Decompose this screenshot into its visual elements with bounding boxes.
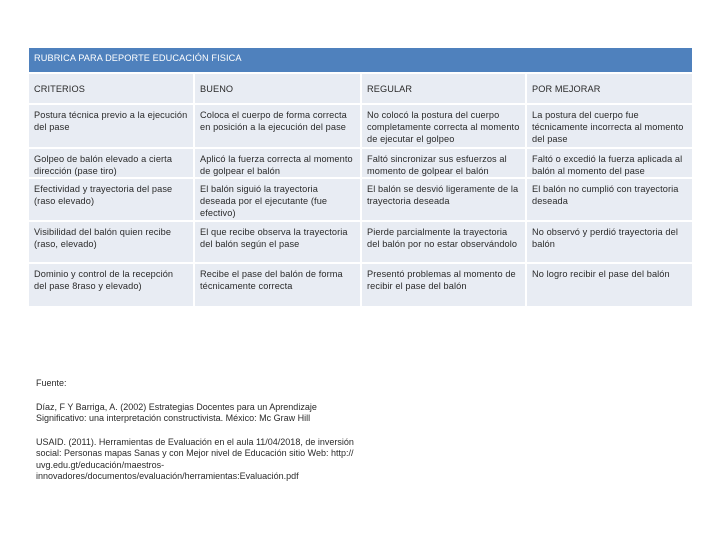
cell-bueno: Aplicó la fuerza correcta al momento de golpear el balón xyxy=(195,149,362,179)
cell-por-mejorar: No observó y perdió trayectoria del balón xyxy=(527,222,692,264)
cell-por-mejorar: El balón no cumplió con trayectoria deseada xyxy=(527,179,692,222)
cell-bueno: Recibe el pase del balón de forma técnicamente correcta xyxy=(195,264,362,308)
table-row xyxy=(29,179,692,222)
header-bueno: BUENO xyxy=(195,74,362,105)
cell-bueno: Coloca el cuerpo de forma correcta en posición a la ejecución del pase xyxy=(195,105,362,149)
cell-regular: No colocó la postura del cuerpo completamente correcta al momento de ejecutar el golpeo xyxy=(362,105,527,149)
header-regular: REGULAR xyxy=(362,74,527,105)
cell-por-mejorar: La postura del cuerpo fue técnicamente incorrecta al momento del pase xyxy=(527,105,692,149)
cell-regular: Pierde parcialmente la trayectoria del balón por no estar observándolo xyxy=(362,222,527,264)
source-label: Fuente: xyxy=(36,378,67,388)
table-row xyxy=(29,149,692,179)
cell-bueno: El que recibe observa la trayectoria del balón según el pase xyxy=(195,222,362,264)
cell-criterio: Efectividad y trayectoria del pase (raso elevado) xyxy=(29,179,195,222)
table-row xyxy=(29,105,692,149)
reference-diaz-barriga: Díaz, F Y Barriga, A. (2002) Estrategias Docentes para un Aprendizaje Significativo: una interpretación constructivista. México: Mc Graw Hill xyxy=(36,401,317,423)
cell-regular: El balón se desvió ligeramente de la trayectoria deseada xyxy=(362,179,527,222)
table-row xyxy=(29,264,692,308)
table-row xyxy=(29,222,692,264)
cell-por-mejorar: No logro recibir el pase del balón xyxy=(527,264,692,308)
header-por-mejorar: POR MEJORAR xyxy=(527,74,692,105)
cell-criterio: Postura técnica previo a la ejecución del pase xyxy=(29,105,195,149)
cell-criterio: Visibilidad del balón quien recibe (raso, elevado) xyxy=(29,222,195,264)
cell-bueno: El balón siguió la trayectoria deseada por el ejecutante (fue efectivo) xyxy=(195,179,362,222)
reference-usaid: USAID. (2011). Herramientas de Evaluación en el aula 11/04/2018, de inversión social: Personas mapas Sanas y con Mejor nivel de Educación sitio Web: http:// uvg.edu.gt/educación/maestros-innovadores/documentos/evaluación/herramientas:Evaluación.pdf xyxy=(36,436,354,481)
source-section xyxy=(36,378,366,483)
cell-criterio: Dominio y control de la recepción del pase 8raso y elevado) xyxy=(29,264,195,308)
header-criterios: CRITERIOS xyxy=(29,74,195,105)
table-title: RUBRICA PARA DEPORTE EDUCACIÓN FISICA xyxy=(29,48,692,74)
cell-por-mejorar: Faltó o excedió la fuerza aplicada al balón al momento del pase xyxy=(527,149,692,179)
cell-regular: Faltó sincronizar sus esfuerzos al momento de golpear el balón xyxy=(362,149,527,179)
rubric-table xyxy=(29,48,692,308)
cell-criterio: Golpeo de balón elevado a cierta dirección (pase tiro) xyxy=(29,149,195,179)
table-title-row xyxy=(29,48,692,74)
table-header-row xyxy=(29,74,692,105)
cell-regular: Presentó problemas al momento de recibir el pase del balón xyxy=(362,264,527,308)
